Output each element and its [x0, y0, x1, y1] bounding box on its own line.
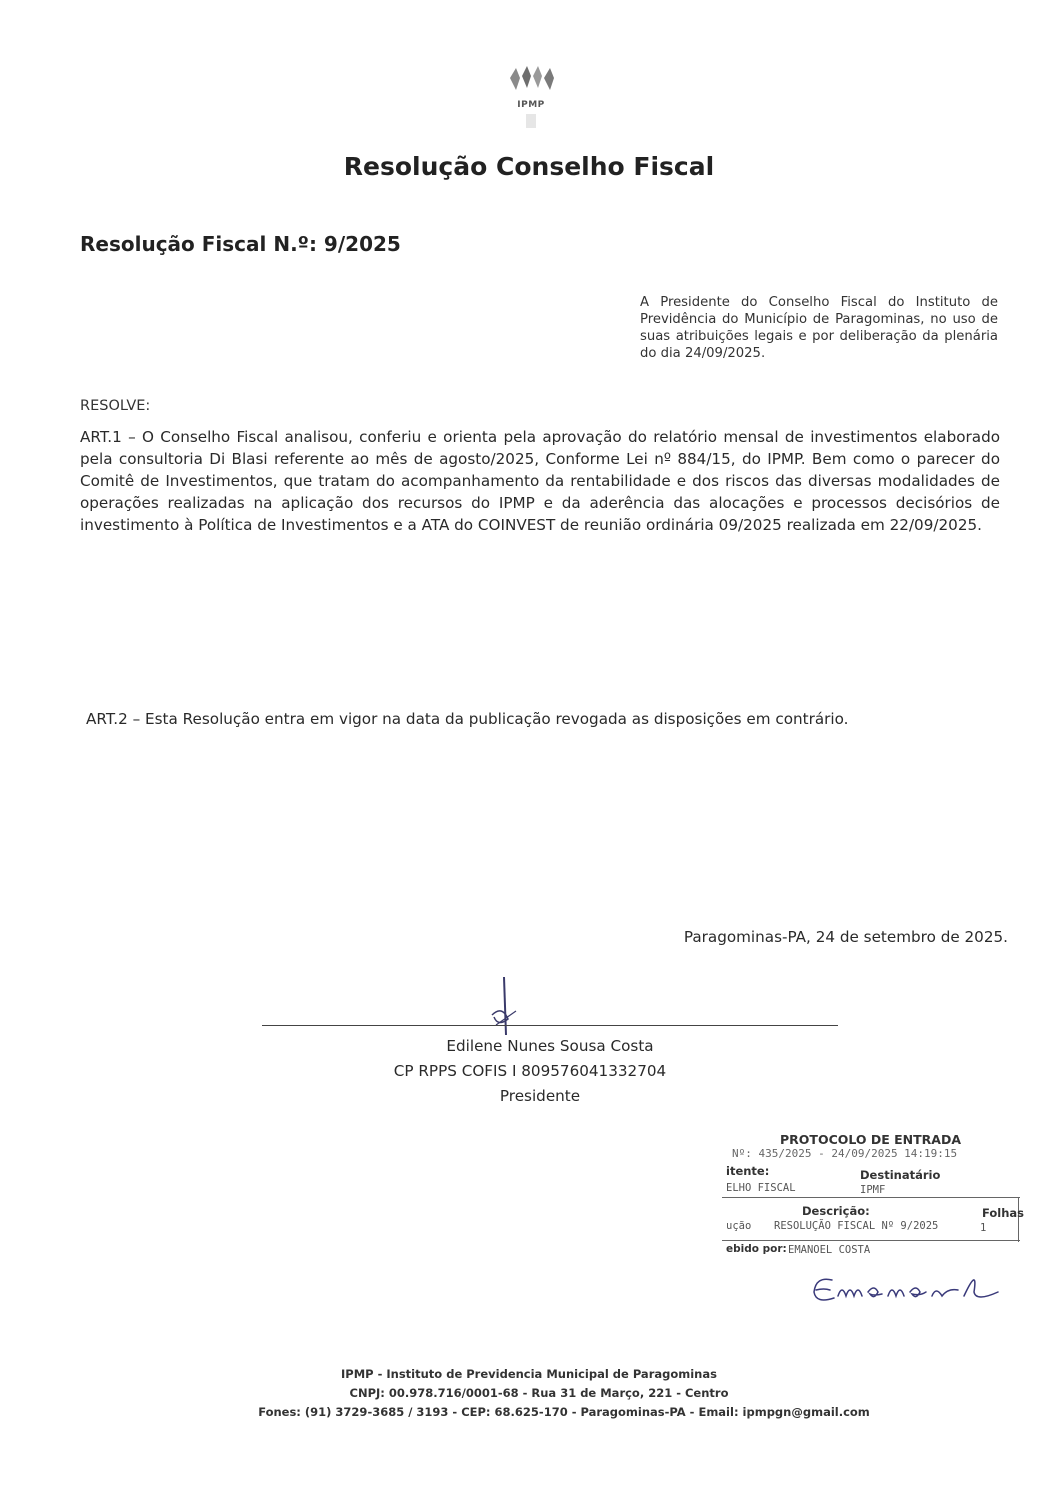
preamble: A Presidente do Conselho Fiscal do Instituto de Previdência do Município de Paragominas, no uso de suas atribuições legais e por deliberação da plenária do dia 24/09/2025. [640, 295, 998, 361]
stamp-destinatario-value: IPMF [860, 1184, 886, 1196]
signature-line [262, 1025, 838, 1026]
article-1: ART.1 – O Conselho Fiscal analisou, conferiu e orienta pela aprovação do relatório mensal de investimentos elaborado pela consultoria Di Blasi referente ao mês de agosto/2025, Conforme Lei nº 884/15, do IPMP. Bem como o parecer do Comitê de Investimentos, que tratam do acompanhamento da rentabilidade e dos riscos das diversas modalidades de operações realizadas na aplicação dos recursos do IPMP e da aderência das alocações e processos decisórios de investimento à Política de Investimentos e a ATA do COINVEST de reunião ordinária 09/2025 realizada em 22/09/2025. [80, 428, 1000, 534]
stamp-handwritten-signature [808, 1262, 1008, 1312]
protocol-stamp [722, 1130, 1058, 1322]
stamp-divider-2 [722, 1240, 1020, 1241]
stamp-folhas-label: Folhas [982, 1206, 1025, 1220]
resolution-number: Resolução Fiscal N.º: 9/2025 [80, 232, 401, 256]
signature-block [262, 1034, 838, 1109]
place-date: Paragominas-PA, 24 de setembro de 2025. [683, 928, 1008, 946]
stamp-descricao-value: RESOLUÇÃO FISCAL Nº 9/2025 [774, 1220, 939, 1232]
stamp-folhas-value: 1 [980, 1222, 987, 1234]
footer-line-1: IPMP - Instituto de Previdencia Municipal de Paragominas [341, 1367, 717, 1381]
stamp-divider-1 [722, 1197, 1020, 1198]
resolve-label: RESOLVE: [80, 398, 151, 414]
article-2: ART.2 – Esta Resolução entra em vigor na data da publicação revogada as disposições em contrário. [86, 710, 849, 728]
signatory-role: Presidente [499, 1087, 581, 1105]
stamp-destinatario-label: Destinatário [860, 1168, 941, 1182]
footer-line-2: CNPJ: 00.978.716/0001-68 - Rua 31 de Março, 221 - Centro [349, 1386, 729, 1400]
signatory-credential: CP RPPS COFIS I 809576041332704 [393, 1062, 667, 1080]
stamp-title: PROTOCOLO DE ENTRADA [780, 1132, 962, 1147]
stamp-number: Nº: 435/2025 - 24/09/2025 14:19:15 [732, 1147, 958, 1160]
footer-line-3: Fones: (91) 3729-3685 / 3193 - CEP: 68.625-170 - Paragominas-PA - Email: ipmpgn@gmail.com [258, 1405, 870, 1419]
stamp-tipo-value: ução [726, 1220, 752, 1232]
signatory-name: Edilene Nunes Sousa Costa [446, 1037, 654, 1055]
ipmp-logo [500, 60, 562, 140]
stamp-remetente-value: ELHO FISCAL [726, 1182, 796, 1194]
stamp-remetente-label: itente: [726, 1164, 770, 1178]
stamp-recebido-value: EMANOEL COSTA [788, 1244, 871, 1256]
logo-text: IPMP [517, 100, 545, 110]
stamp-recebido-label: ebido por: [726, 1243, 787, 1255]
stamp-descricao-label: Descrição: [802, 1204, 870, 1218]
footer [0, 1365, 1058, 1422]
document-title: Resolução Conselho Fiscal [343, 152, 715, 181]
